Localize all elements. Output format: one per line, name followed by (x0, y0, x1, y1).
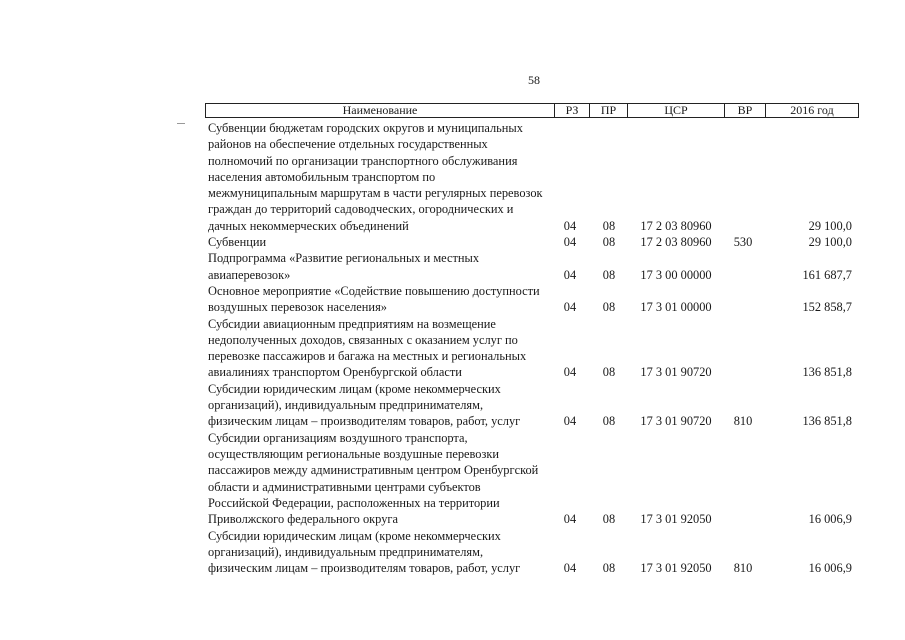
row-name (208, 250, 548, 283)
cell-vr: 530 (733, 235, 753, 250)
row-name-line: воздушных перевозок населения» (208, 300, 387, 315)
cell-amount: 16 006,9 (808, 512, 852, 527)
cell-pr: 08 (602, 365, 616, 380)
row-name-line: Субсидии юридическим лицам (кроме некоммерческих (208, 528, 501, 543)
cell-vr: 810 (733, 561, 753, 576)
row-name-line: Субвенции бюджетам городских округов и муниципальных (208, 121, 523, 135)
cell-pr: 08 (602, 512, 616, 527)
cell-pr: 08 (602, 300, 616, 315)
row-name (208, 381, 548, 430)
row-name (208, 234, 548, 250)
row-name-line: полномочий по организации транспортного обслуживания (208, 153, 518, 168)
row-name-line: Подпрограмма «Развитие региональных и местных (208, 251, 480, 266)
cell-vr: 810 (733, 414, 753, 429)
row-name-line: области и административными центрами субъектов (208, 479, 481, 494)
cell-pr: 08 (602, 561, 616, 576)
cell-rz: 04 (563, 365, 577, 380)
header-vr: ВР (725, 104, 766, 117)
cell-rz: 04 (563, 235, 577, 250)
cell-csr: 17 3 01 00000 (640, 300, 712, 315)
cell-rz: 04 (563, 414, 577, 429)
cell-amount: 161 687,7 (802, 267, 852, 282)
cell-csr: 17 3 01 90720 (640, 414, 712, 429)
row-name-line: Российской Федерации, расположенных на территории (208, 495, 500, 510)
cell-rz: 04 (563, 267, 577, 282)
row-name-line: организаций), индивидуальным предпринимателям, (208, 544, 484, 559)
row-name-line: Субсидии авиационным предприятиям на возмещение (208, 316, 496, 331)
cell-rz: 04 (563, 561, 577, 576)
row-name (208, 283, 548, 316)
header-pr: ПР (590, 104, 628, 117)
cell-rz: 04 (563, 218, 577, 233)
row-name-line: Субвенции (208, 235, 267, 250)
row-name-line: авиаперевозок» (208, 267, 291, 282)
row-name-line: осуществляющим региональные воздушные перевозки (208, 446, 500, 461)
row-name (208, 430, 548, 528)
table-row (0, 250, 905, 283)
header-name: Наименование (206, 104, 555, 117)
row-name-line: недополученных доходов, связанных с оказанием услуг по (208, 332, 518, 347)
cell-pr: 08 (602, 414, 616, 429)
row-name (208, 528, 548, 577)
row-name-line: дачных некоммерческих объединений (208, 218, 409, 233)
row-name-line: физическим лицам – производителям товаров, работ, услуг (208, 561, 521, 576)
cell-csr: 17 3 01 92050 (640, 512, 712, 527)
cell-pr: 08 (602, 267, 616, 282)
cell-amount: 136 851,8 (802, 365, 852, 380)
cell-pr: 08 (602, 235, 616, 250)
row-name-line: граждан до территорий садоводческих, огороднических и (208, 202, 514, 217)
cell-amount: 16 006,9 (808, 561, 852, 576)
header-rz: РЗ (555, 104, 590, 117)
table-row (0, 381, 905, 430)
row-name-line: Субсидии юридическим лицам (кроме некоммерческих (208, 381, 501, 396)
page-number: 58 (528, 73, 540, 87)
table-row (0, 430, 905, 528)
cell-csr: 17 2 03 80960 (640, 218, 712, 233)
row-name (208, 120, 548, 234)
header-csr: ЦСР (628, 104, 725, 117)
cell-amount: 29 100,0 (808, 235, 852, 250)
table-row (0, 528, 905, 577)
table-header (205, 103, 859, 118)
cell-rz: 04 (563, 300, 577, 315)
cell-amount: 152 858,7 (802, 300, 852, 315)
row-name-line: физическим лицам – производителям товаров, работ, услуг (208, 414, 521, 429)
table-row (0, 120, 905, 234)
row-name-line: авиалиниях транспортом Оренбургской области (208, 365, 462, 380)
row-name-line: районов на обеспечение отдельных государственных (208, 137, 488, 152)
row-name-line: населения автомобильным транспортом по (208, 169, 436, 184)
row-name-line: пассажиров между административным центром Оренбургской (208, 463, 539, 478)
header-year: 2016 год (790, 103, 834, 117)
table-row (0, 316, 905, 381)
cell-csr: 17 2 03 80960 (640, 235, 712, 250)
cell-csr: 17 3 01 90720 (640, 365, 712, 380)
cell-pr: 08 (602, 218, 616, 233)
row-name-line: Приволжского федерального округа (208, 512, 398, 527)
cell-amount: 136 851,8 (802, 414, 852, 429)
cell-amount: 29 100,0 (808, 218, 852, 233)
row-name (208, 316, 548, 381)
cell-csr: 17 3 01 92050 (640, 561, 712, 576)
row-name-line: перевозке пассажиров и багажа на местных и региональных (208, 349, 527, 364)
cell-csr: 17 3 00 00000 (640, 267, 712, 282)
table-row (0, 283, 905, 316)
row-name-line: Основное мероприятие «Содействие повышению доступности (208, 284, 540, 298)
cell-rz: 04 (563, 512, 577, 527)
row-name-line: Субсидии организациям воздушного транспорта, (208, 430, 468, 445)
row-name-line: межмуниципальным маршрутам в части регулярных перевозок (208, 186, 543, 201)
row-name-line: организаций), индивидуальным предпринимателям, (208, 398, 484, 413)
table-row (0, 234, 905, 250)
